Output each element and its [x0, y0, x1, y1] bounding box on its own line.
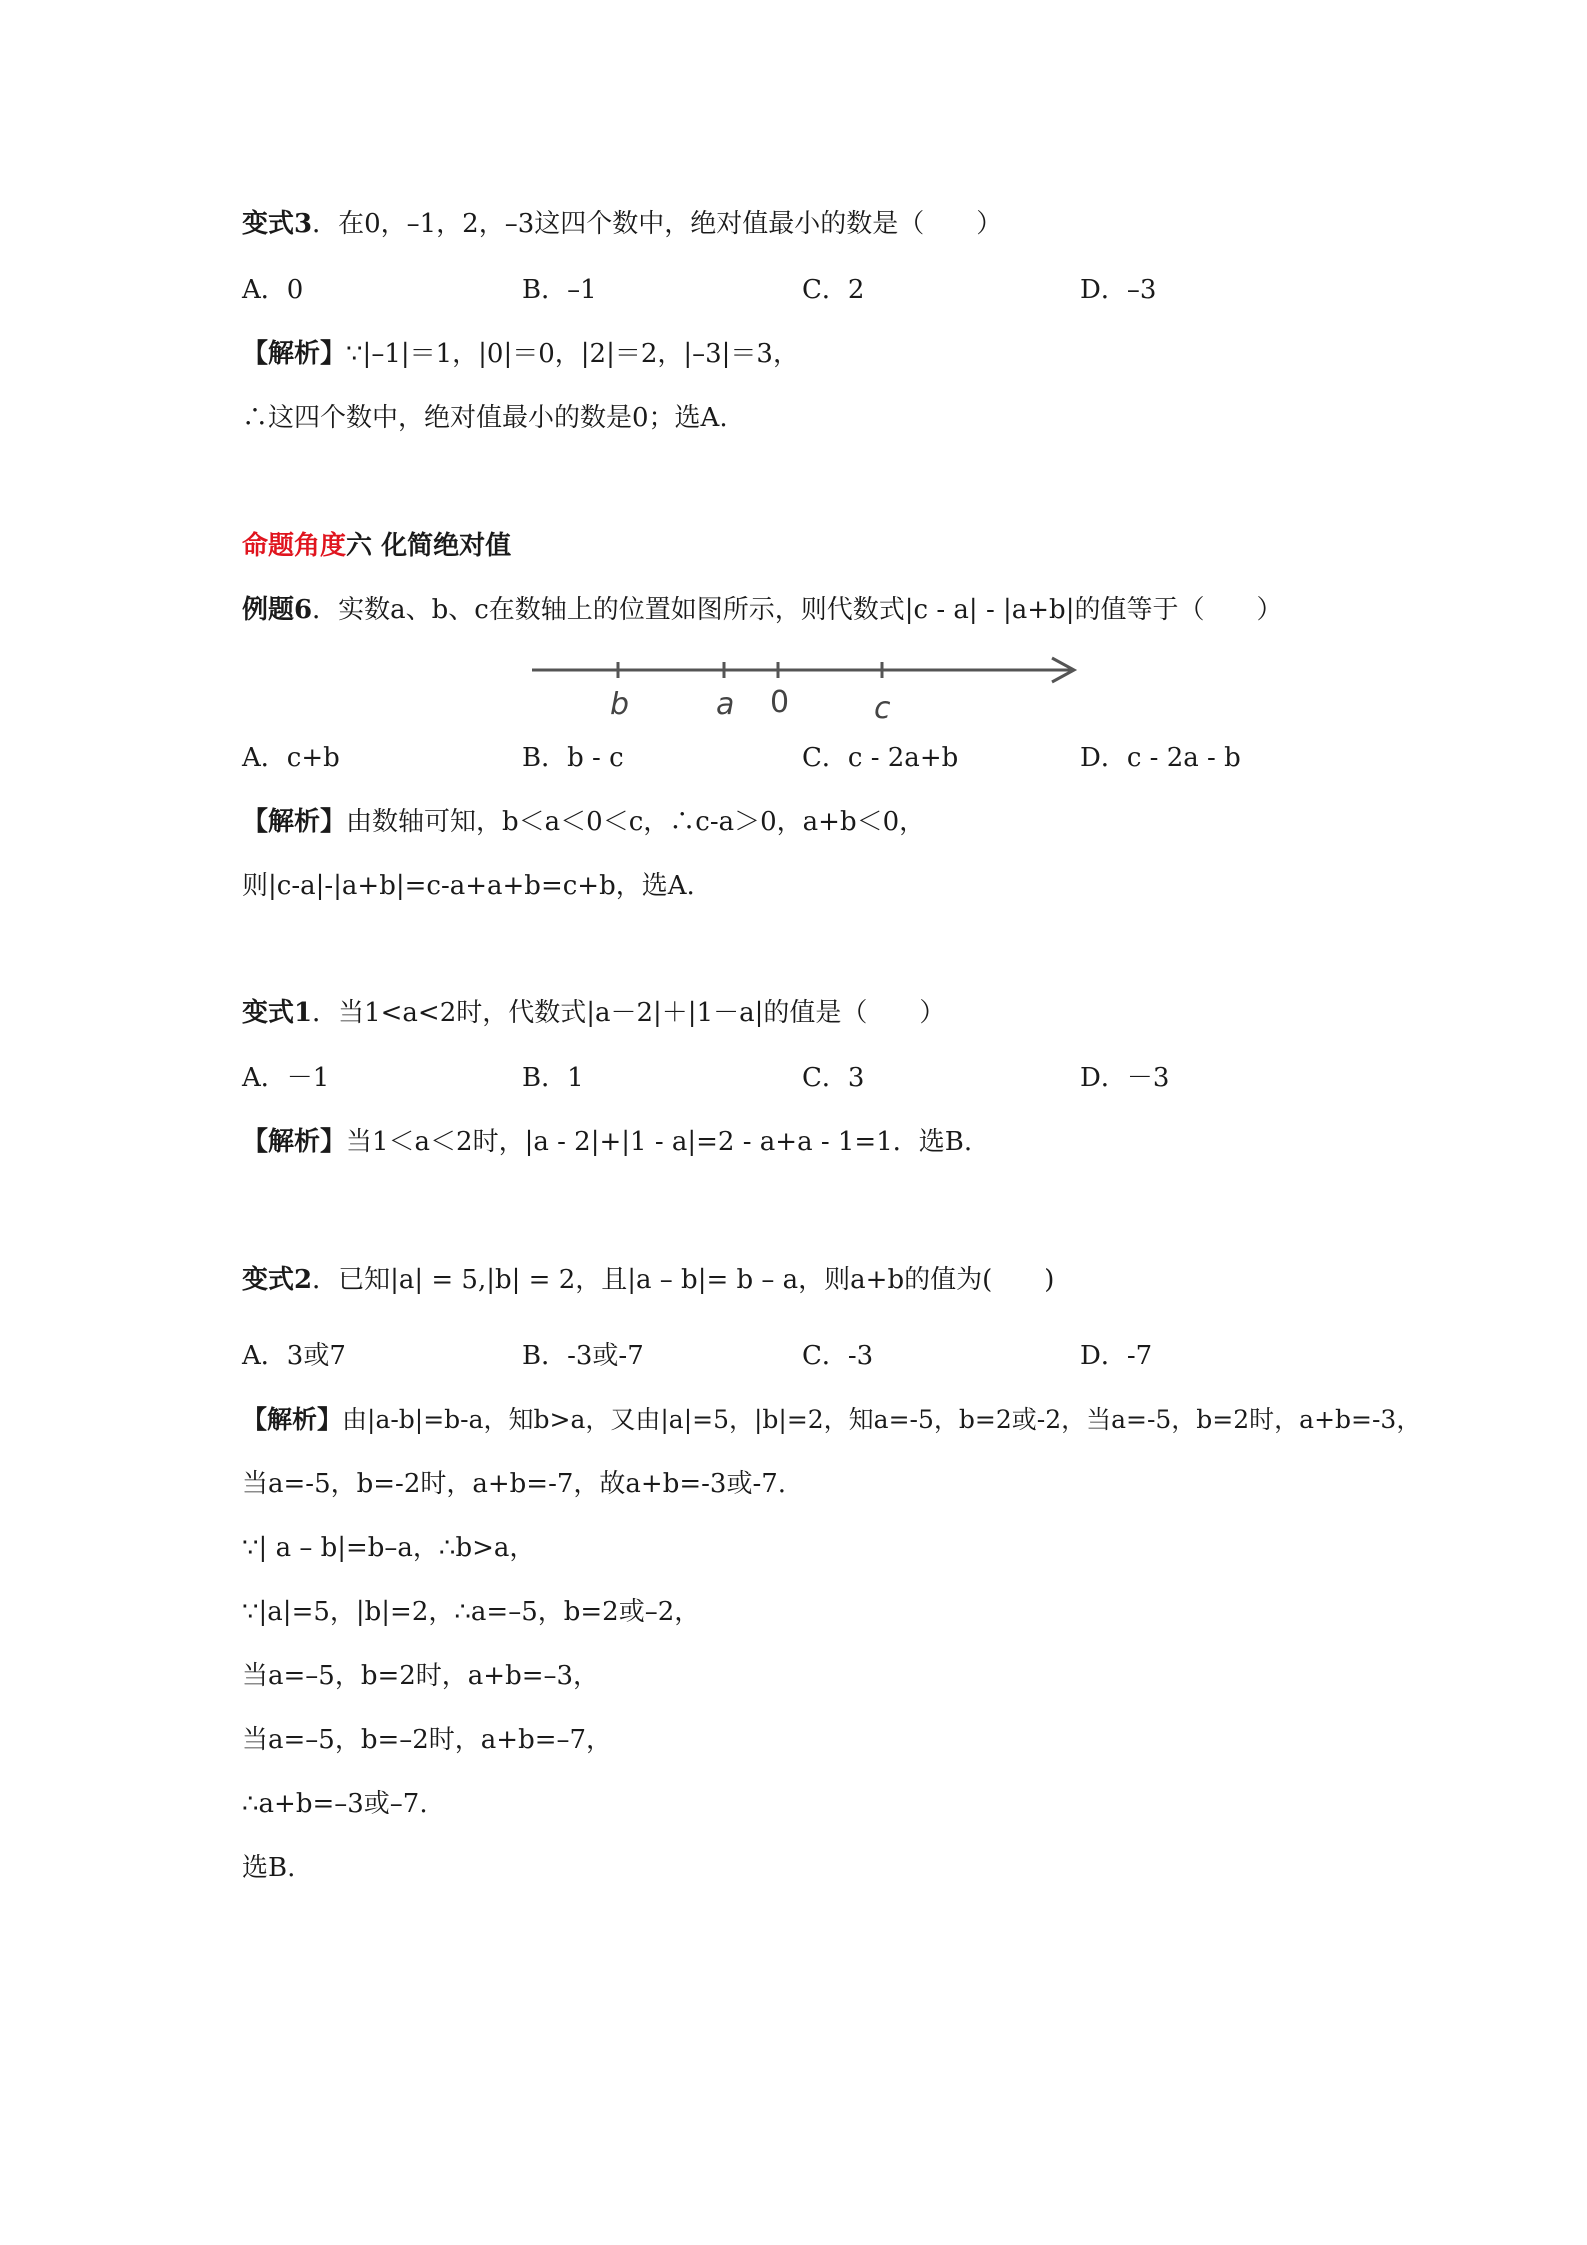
v2-solution-tag: 【解析】: [242, 1405, 343, 1434]
q3-solution-text-1: ∵|–1|＝1，|0|＝0，|2|＝2，|–3|＝3，: [346, 339, 799, 369]
q3-option-b: B．–1: [522, 275, 597, 305]
axis-label-b: b: [610, 687, 630, 722]
q3-options: [242, 272, 1392, 312]
v2-step-3: 当a=–5，b=2时，a+b=–3，: [242, 1661, 600, 1691]
q3-option-c: C．2: [802, 275, 865, 305]
ex6-option-c: C．c - 2a+b: [802, 743, 959, 773]
ex6-option-d: D．c - 2a - b: [1080, 743, 1241, 773]
q3-solution-1: [242, 336, 799, 372]
ex6-solution-2: 则|c-a|-|a+b|=c-a+a+b=c+b，选A.: [242, 871, 695, 901]
v2-solution-text-1: 由|a-b|=b-a，知b>a，又由|a|=5，|b|=2，知a=-5，b=2或-2，当a=-5，b=2时，a+b=-3，: [342, 1405, 1422, 1434]
v2-step-4: 当a=–5，b=–2时，a+b=–7，: [242, 1725, 613, 1755]
v1-question: [242, 995, 945, 1031]
section-heading-black: 六 化简绝对值: [346, 531, 512, 561]
q3-option-a: A．0: [242, 275, 304, 305]
section-heading: [242, 528, 511, 564]
axis-label-c: c: [874, 691, 891, 726]
number-line-svg: [532, 648, 1092, 738]
ex6-text: ．实数a、b、c在数轴上的位置如图所示，则代数式|c - a| - |a+b|的值等于（ ）: [312, 595, 1283, 625]
ex6-solution-tag: 【解析】: [242, 807, 347, 837]
ex6-solution-text-1: 由数轴可知，b＜a＜0＜c，∴c-a＞0，a+b＜0，: [346, 807, 926, 837]
v2-solution-1: [242, 1402, 1421, 1438]
v2-text: ．已知|a| = 5,|b| = 2，且|a – b|= b – a，则a+b的值为( ): [312, 1265, 1055, 1295]
v2-option-a: A．3或7: [242, 1341, 346, 1371]
v2-label: 变式2: [242, 1265, 313, 1295]
v1-solution-text: 当1＜a＜2时，|a - 2|+|1 - a|=2 - a+a - 1=1．选B.: [346, 1127, 973, 1157]
v2-step-6: 选B.: [242, 1853, 296, 1883]
ex6-solution-1: [242, 804, 925, 840]
v1-solution-tag: 【解析】: [242, 1127, 347, 1157]
q3-solution-tag: 【解析】: [242, 339, 347, 369]
v1-text: ．当1<a<2时，代数式|a－2|＋|1－a|的值是（ ）: [312, 998, 946, 1028]
q3-option-d: D．–3: [1080, 275, 1157, 305]
v2-option-c: C．-3: [802, 1341, 874, 1371]
v2-solution-2: 当a=-5，b=-2时，a+b=-7，故a+b=-3或-7.: [242, 1469, 787, 1499]
q3-label: 变式3: [242, 209, 313, 239]
section-heading-red: 命题角度: [242, 531, 347, 561]
v2-option-b: B．-3或-7: [522, 1341, 644, 1371]
v2-step-1: ∵| a – b|=b–a，∴b>a，: [242, 1533, 536, 1563]
ex6-option-a: A．c+b: [242, 743, 340, 773]
v1-options: [242, 1060, 1392, 1100]
v1-option-d: D．－3: [1080, 1063, 1170, 1093]
v2-option-d: D．-7: [1080, 1341, 1153, 1371]
v2-step-5: ∴a+b=–3或–7.: [242, 1789, 428, 1819]
v1-option-a: A．－1: [242, 1063, 330, 1093]
v2-options: [242, 1338, 1392, 1378]
q3-text: ．在0，–1，2，–3这四个数中，绝对值最小的数是（ ）: [312, 209, 1003, 239]
q3-question: [242, 206, 1002, 242]
ex6-label: 例题6: [242, 595, 313, 625]
q3-solution-2: ∴这四个数中，绝对值最小的数是0；选A.: [242, 403, 728, 433]
axis-label-0: 0: [770, 685, 790, 720]
v1-option-b: B．1: [522, 1063, 584, 1093]
number-line-figure: [532, 648, 1092, 738]
v1-label: 变式1: [242, 998, 313, 1028]
v1-option-c: C．3: [802, 1063, 865, 1093]
ex6-options: [242, 740, 1392, 780]
ex6-question: [242, 592, 1282, 628]
v1-solution: [242, 1124, 972, 1160]
v2-step-2: ∵|a|=5，|b|=2，∴a=–5，b=2或–2，: [242, 1597, 701, 1627]
v2-question: [242, 1262, 1054, 1298]
axis-label-a: a: [716, 687, 735, 722]
ex6-option-b: B．b - c: [522, 743, 624, 773]
